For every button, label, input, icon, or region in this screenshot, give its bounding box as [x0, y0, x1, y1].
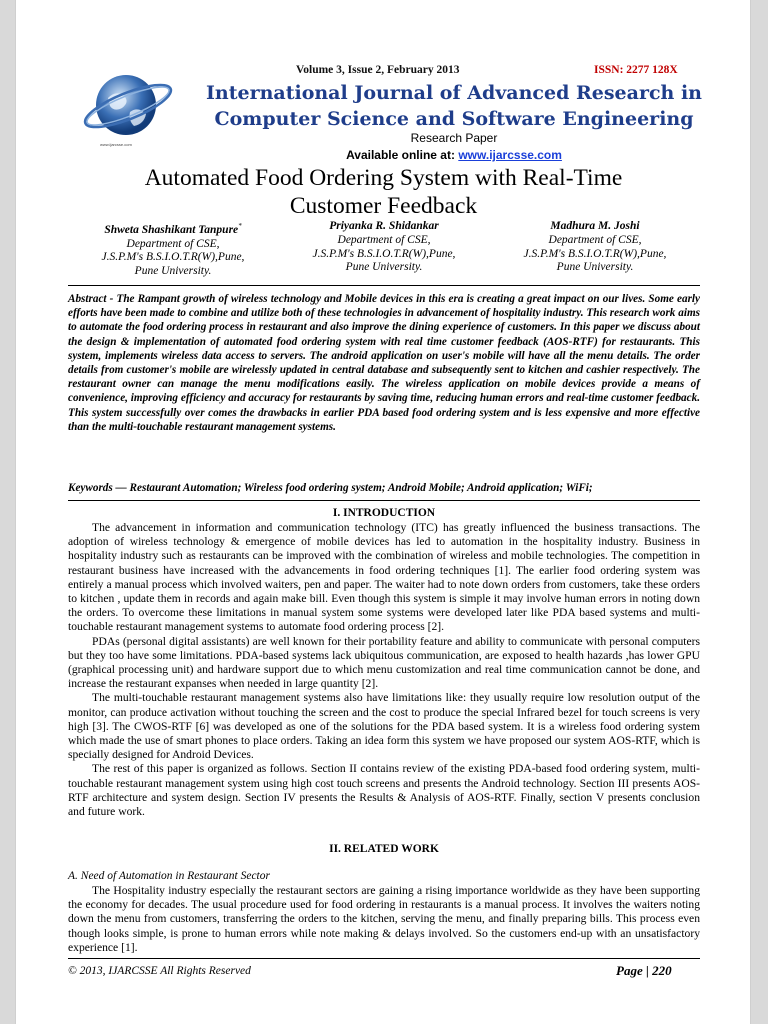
paragraph: The advancement in information and communication technology (ITC) has greatly influenced the business transactions. The adoption of wireless technology & emergence of mobile devices has led to automation in the hospitality industry. Business in hospitality industry such as restaurants can be improved with the combination of wireless and mobile technologies. The competition in restaurant business have increased with the advancements in food ordering techniques [1]. The earlier food ordering system was entirely a manual process which involved waiters, pen and paper. The waiter had to note down orders from customers, take these orders to kitchen , update them in records and again make bill. Even though this system is simple it may involve human errors in noting down the orders. To overcome these limitations in manual system some systems were developed later like PDA based systems and multi-touchable restaurant management systems to automate food ordering process [2].	[68, 521, 700, 634]
journal-url-link[interactable]: www.ijarcsse.com	[458, 148, 562, 162]
paper-type: Research Paper	[410, 131, 498, 145]
related-work-body	[68, 884, 700, 955]
paragraph: The rest of this paper is organized as follows. Section II contains review of the existing PDA-based food ordering system, multi-touchable restaurant management system using high cost touch screens and presents the Android technology. Section III presents AOS-RTF architecture and system design. Section IV presents the Results & Analysis of AOS-RTF. Finally, section V presents conclusion and future work.	[68, 762, 700, 819]
author-block	[279, 220, 489, 275]
introduction-body	[68, 521, 700, 819]
author-block	[490, 220, 700, 275]
author-inst: J.S.P.M's B.S.I.O.T.R(W),Pune,	[312, 247, 456, 260]
issn: ISSN: 2277 128X	[594, 64, 678, 76]
author-dept: Department of CSE,	[337, 233, 431, 246]
abstract-top-divider	[68, 285, 700, 286]
author-block	[68, 220, 278, 279]
paragraph: PDAs (personal digital assistants) are well known for their portability feature and ability to communicate with personal computers but they too have some limitations. PDA-based systems lack ubiquitous communication, are exposed to health hazards ,has lower GPU (graphical processing unit) and hardware support due to which menu customization and real time communication cannot be done, and increase the restaurant expanses when needed in large quantity [2].	[68, 634, 700, 691]
section-heading-related-work: II. RELATED WORK	[329, 843, 439, 855]
journal-title-line2: Computer Science and Software Engineering	[214, 108, 694, 130]
paper-title	[56, 164, 711, 220]
journal-title	[191, 80, 717, 132]
paragraph: The multi-touchable restaurant management systems also have limitations like: they usually require low resolution output of the monitor, can produce activation without touching the screen and the cost to produce the special Infrared bezel for touch screens is very high [3]. The CWOS-RTF [6] was developed as one of the solutions for the PDA based system. It is a wireless food ordering system which made the use of smart phones to place orders. Taking an idea form this system we have proposed our system AOS-RTF, which is specially designed for Android Devices.	[68, 691, 700, 762]
author-univ: Pune University.	[134, 265, 212, 278]
author-dept: Department of CSE,	[548, 233, 642, 246]
keywords: Keywords — Restaurant Automation; Wireless food ordering system; Android Mobile; Android application; WiFi;	[68, 482, 593, 494]
journal-title-line1: International Journal of Advanced Research in	[206, 82, 702, 104]
globe-logo	[78, 60, 178, 150]
paper-title-line1: Automated Food Ordering System with Real-Time	[144, 165, 623, 191]
logo-caption: www.ijarcsse.com	[100, 142, 132, 147]
author-inst: J.S.P.M's B.S.I.O.T.R(W),Pune,	[101, 251, 245, 264]
author-name: Priyanka R. Shidankar	[329, 220, 439, 232]
author-dept: Department of CSE,	[126, 237, 220, 250]
subsection-heading: A. Need of Automation in Restaurant Sector	[68, 870, 270, 882]
volume-info: Volume 3, Issue 2, February 2013	[296, 64, 460, 76]
footer-divider	[68, 958, 700, 959]
author-name: Shweta Shashikant Tanpure	[104, 223, 239, 236]
availability-line	[191, 148, 717, 162]
footer-page-number: Page | 220	[616, 963, 672, 978]
author-name: Madhura M. Joshi	[550, 220, 640, 232]
author-inst: J.S.P.M's B.S.I.O.T.R(W),Pune,	[523, 247, 667, 260]
author-mark: *	[238, 222, 242, 230]
paragraph: The Hospitality industry especially the restaurant sectors are gaining a rising importance worldwide as they have been supporting the economy for decades. The usual procedure used for food ordering in restaurants is a manual process. It involves the waiters noting down the menu from customers, transferring the orders to the kitchen, serving the menu, and finally preparing bills. This process even though looks simple, is prone to human errors while note making & delays involved. So the customers end-up with an unsatisfactory experience [1].	[68, 884, 700, 954]
available-label: Available online at:	[346, 148, 459, 162]
keywords-divider	[68, 500, 700, 501]
paper-page	[16, 0, 750, 1024]
footer-copyright: © 2013, IJARCSSE All Rights Reserved	[68, 965, 251, 977]
section-heading-introduction: I. INTRODUCTION	[332, 507, 436, 519]
author-univ: Pune University.	[556, 261, 634, 274]
paper-title-line2: Customer Feedback	[289, 193, 478, 219]
author-univ: Pune University.	[345, 261, 423, 274]
abstract: Abstract - The Rampant growth of wireless technology and Mobile devices in this era is creating a great impact on our lives. Some early efforts have been made to combine and utilize both of these technologies in advancement of hospitality industry. This research work aims to automate the food ordering process in restaurant and also improve the dining experience of customers. In this paper we discuss about the design & implementation of automated food ordering system with real time customer feedback (AOS-RTF) for restaurants. This system, implements wireless data access to servers. The android application on user's mobile will have all the menu details. The order details from customer's mobile are wirelessly updated in central database and subsequently sent to kitchen and cashier respectively. The restaurant owner can manage the menu modifications easily. The wireless application on mobile devices provide a means of convenience, improving efficiency and accuracy for restaurants by saving time, reducing human errors and real-time customer feedback. This system successfully over comes the drawbacks in earlier PDA based food ordering system and is less expensive and more effective than the multi-touchable restaurant management systems.	[68, 293, 700, 433]
